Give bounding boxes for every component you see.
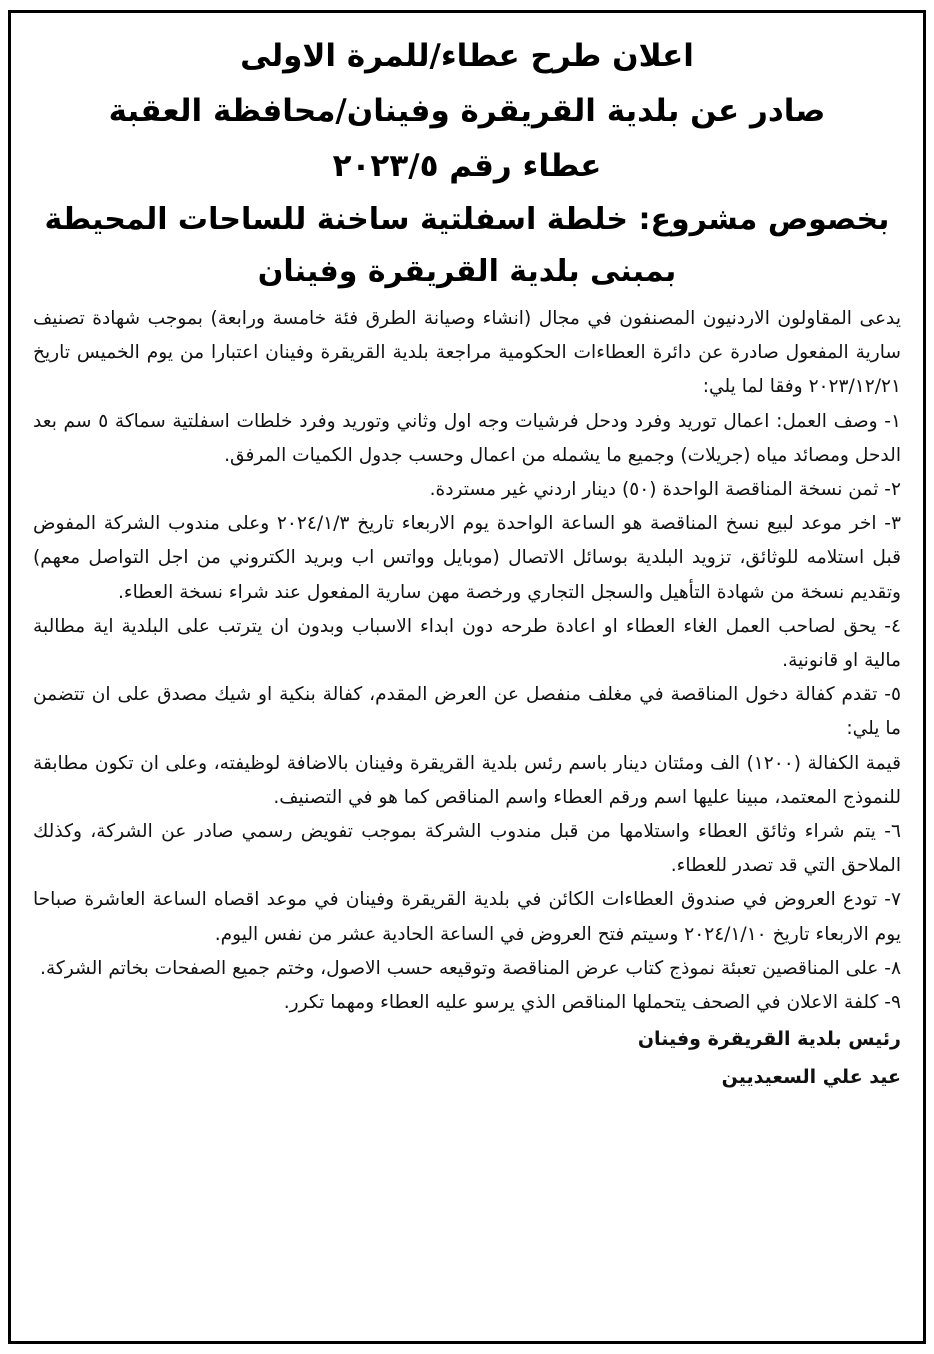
- guarantee-value-paragraph: قيمة الكفالة (١٢٠٠) الف ومئتان دينار باسم رئس بلدية القريقرة وفينان بالاضافة لوظيفته، وعلى ان تكون مطابقة للنموذج المعتمد، مبينا عليها اسم ورقم العطاء واسم المناقص كما هو في التصنيف.: [33, 752, 901, 808]
- project-subject-line-2: بمبنى بلدية القريقرة وفينان: [257, 254, 677, 289]
- signatory-name: عيد علي السعيديين: [721, 1066, 901, 1089]
- clause-3: ٣- اخر موعد لبيع نسخ المناقصة هو الساعة الواحدة يوم الاربعاء تاريخ ٢٠٢٤/١/٣ وعلى مندوب الشركة المفوض قبل استلامه للوثائق، تزويد البلدية بوسائل الاتصال (موبايل وواتس اب وبريد الكتروني من اجل التواصل معهم) وتقديم نسخة من شهادة التأهيل والسجل التجاري ورخصة مهن سارية المفعول عند شراء نسخة العطاء.: [33, 513, 901, 603]
- clause-8: ٨- على المناقصين تعبئة نموذج كتاب عرض المناقصة وتوقيعه حسب الاصول، وختم جميع الصفحات بخاتم الشركة.: [40, 957, 901, 979]
- clause-4: ٤- يحق لصاحب العمل الغاء العطاء او اعادة طرحه دون ابداء الاسباب وبدون ان يترتب على البلدية اية مطالبة مالية او قانونية.: [33, 615, 901, 672]
- tender-number: عطاء رقم ٢٠٢٣/٥: [332, 148, 602, 184]
- clause-2: ٢- ثمن نسخة المناقصة الواحدة (٥٠) دينار اردني غير مستردة.: [429, 479, 901, 501]
- clause-7: ٧- تودع العروض في صندوق العطاءات الكائن في بلدية القريقرة وفينان في موعد اقصاه الساعة العاشرة صباحا يوم الاربعاء تاريخ ٢٠٢٤/١/١٠ وسيتم فتح العروض في الساعة الحادية عشر من نفس اليوم.: [33, 889, 901, 945]
- clause-6: ٦- يتم شراء وثائق العطاء واستلامها من قبل مندوب الشركة بموجب تفويض رسمي صادر عن الشركة، وكذلك الملاحق التي قد تصدر للعطاء.: [33, 821, 901, 877]
- tender-advertisement: [8, 10, 926, 1344]
- issuer-line: صادر عن بلدية القريقرة وفينان/محافظة العقبة: [108, 93, 826, 129]
- announcement-body: [33, 302, 901, 1020]
- announcement-title: اعلان طرح عطاء/للمرة الاولى: [240, 38, 694, 74]
- clause-9: ٩- كلفة الاعلان في الصحف يتحملها المناقص الذي يرسو عليه العطاء ومهما تكرر.: [283, 992, 901, 1014]
- signatory-position: رئيس بلدية القريقرة وفينان: [637, 1028, 901, 1051]
- clause-5: ٥- تقدم كفالة دخول المناقصة في مغلف منفصل عن العرض المقدم، كفالة بنكية او شيك مصدق على ان تتضمن ما يلي:: [33, 684, 901, 740]
- project-subject-line-1: بخصوص مشروع: خلطة اسفلتية ساخنة للساحات المحيطة: [44, 202, 890, 237]
- clause-1: ١- وصف العمل: اعمال توريد وفرد ودحل فرشيات وجه اول وثاني وتوريد وفرد خلطات اسفلتية سماكة ٥ سم بعد الدحل ومصائد مياه (جريلات) وجميع ما يشمله من اعمال وحسب جدول الكميات المرفق.: [33, 410, 902, 466]
- intro-paragraph: يدعى المقاولون الاردنيون المصنفون في مجال (انشاء وصيانة الطرق فئة خامسة ورابعة) بموجب شهادة تصنيف سارية المفعول صادرة عن دائرة العطاءات الحكومية مراجعة بلدية القريقرة وفينان اعتبارا من يوم الخميس تاريخ ٢٠٢٣/١٢/٢١ وفقا لما يلي:: [33, 308, 901, 398]
